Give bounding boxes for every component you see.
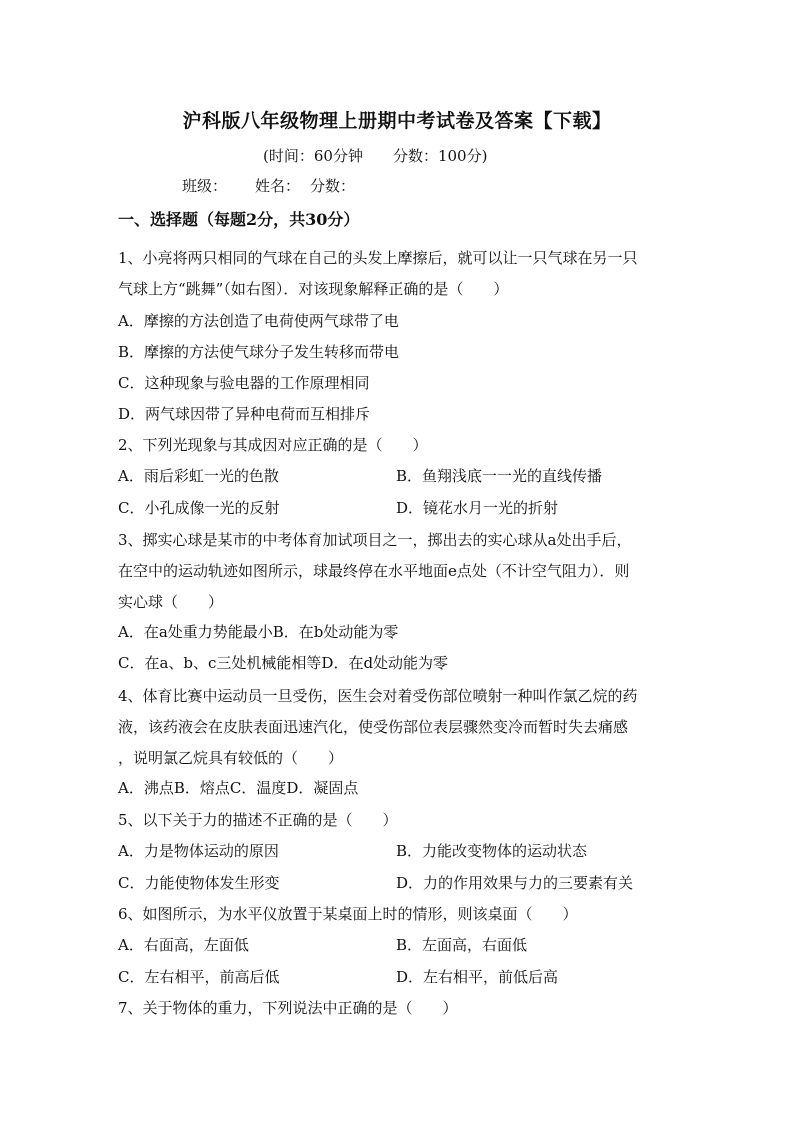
question-1-stem-line2: 气球上方“跳舞”（如右图）．对该现象解释正确的是（ ） xyxy=(118,280,509,298)
question-5-option-b: B．力能改变物体的运动状态 xyxy=(396,842,588,860)
question-4-stem-line1: 4、体育比赛中运动员一旦受伤，医生会对着受伤部位喷射一种叫作氯乙烷的药 xyxy=(118,687,638,705)
question-6-option-c: C．左右相平，前高后低 xyxy=(118,968,280,986)
name-label: 姓名： xyxy=(255,177,301,195)
page-title: 沪科版八年级物理上册期中考试卷及答案【下载】 xyxy=(182,110,612,132)
question-1-option-c: C．这种现象与验电器的工作原理相同 xyxy=(118,374,370,392)
question-5-option-c: C．力能使物体发生形变 xyxy=(118,874,280,892)
question-1-option-d: D．两气球因带了异种电荷而互相排斥 xyxy=(118,405,371,423)
question-4-stem-line2: 液，该药液会在皮肤表面迅速汽化，使受伤部位表层骤然变冷而暂时失去痛感 xyxy=(118,718,629,736)
question-2-option-d: D．镜花水月一光的折射 xyxy=(396,499,559,517)
question-1-option-b: B．摩擦的方法使气球分子发生转移而带电 xyxy=(118,343,400,361)
question-4-options: A．沸点B．熔点C．温度D．凝固点 xyxy=(118,779,359,797)
question-1-stem-line1: 1、小亮将两只相同的气球在自己的头发上摩擦后，就可以让一只气球在另一只 xyxy=(118,249,638,267)
score-label: 分数： xyxy=(310,177,356,195)
question-2-option-a: A．雨后彩虹一光的色散 xyxy=(118,467,279,485)
question-6-option-d: D．左右相平，前低后高 xyxy=(396,968,559,986)
question-3-options-ab: A．在a处重力势能最小B．在b处动能为零 xyxy=(118,623,399,641)
question-6-option-b: B．左面高，右面低 xyxy=(396,936,528,954)
class-label: 班级： xyxy=(182,177,228,195)
question-1-option-a: A．摩擦的方法创造了电荷使两气球带了电 xyxy=(118,312,399,330)
question-7-stem: 7、关于物体的重力，下列说法中正确的是（ ） xyxy=(118,999,458,1017)
student-info-row xyxy=(182,176,355,196)
section-heading: 一、选择题（每题2分，共30分） xyxy=(118,210,360,229)
question-5-option-a: A．力是物体运动的原因 xyxy=(118,842,279,860)
question-3-options-cd: C．在a、b、c三处机械能相等D．在d处动能为零 xyxy=(118,654,449,672)
question-3-stem-line3: 实心球（ ） xyxy=(118,593,224,611)
question-4-stem-line3: ，说明氯乙烷具有较低的（ ） xyxy=(118,749,344,767)
question-2-option-c: C．小孔成像一光的反射 xyxy=(118,499,280,517)
question-3-stem-line1: 3、掷实心球是某市的中考体育加试项目之一，掷出去的实心球从a处出手后， xyxy=(118,531,632,549)
question-3-stem-line2: 在空中的运动轨迹如图所示，球最终停在水平地面e点处（不计空气阻力）．则 xyxy=(118,562,630,580)
question-5-option-d: D．力的作用效果与力的三要素有关 xyxy=(396,874,634,892)
question-2-stem: 2、下列光现象与其成因对应正确的是（ ） xyxy=(118,436,428,454)
question-6-stem: 6、如图所示，为水平仪放置于某桌面上时的情形，则该桌面（ ） xyxy=(118,905,578,923)
question-5-stem: 5、以下关于力的描述不正确的是（ ） xyxy=(118,811,398,829)
question-2-option-b: B．鱼翔浅底一一光的直线传播 xyxy=(396,467,603,485)
question-6-option-a: A．右面高，左面低 xyxy=(118,936,249,954)
exam-time-score: (时间：60分钟 分数：100分) xyxy=(263,147,488,165)
